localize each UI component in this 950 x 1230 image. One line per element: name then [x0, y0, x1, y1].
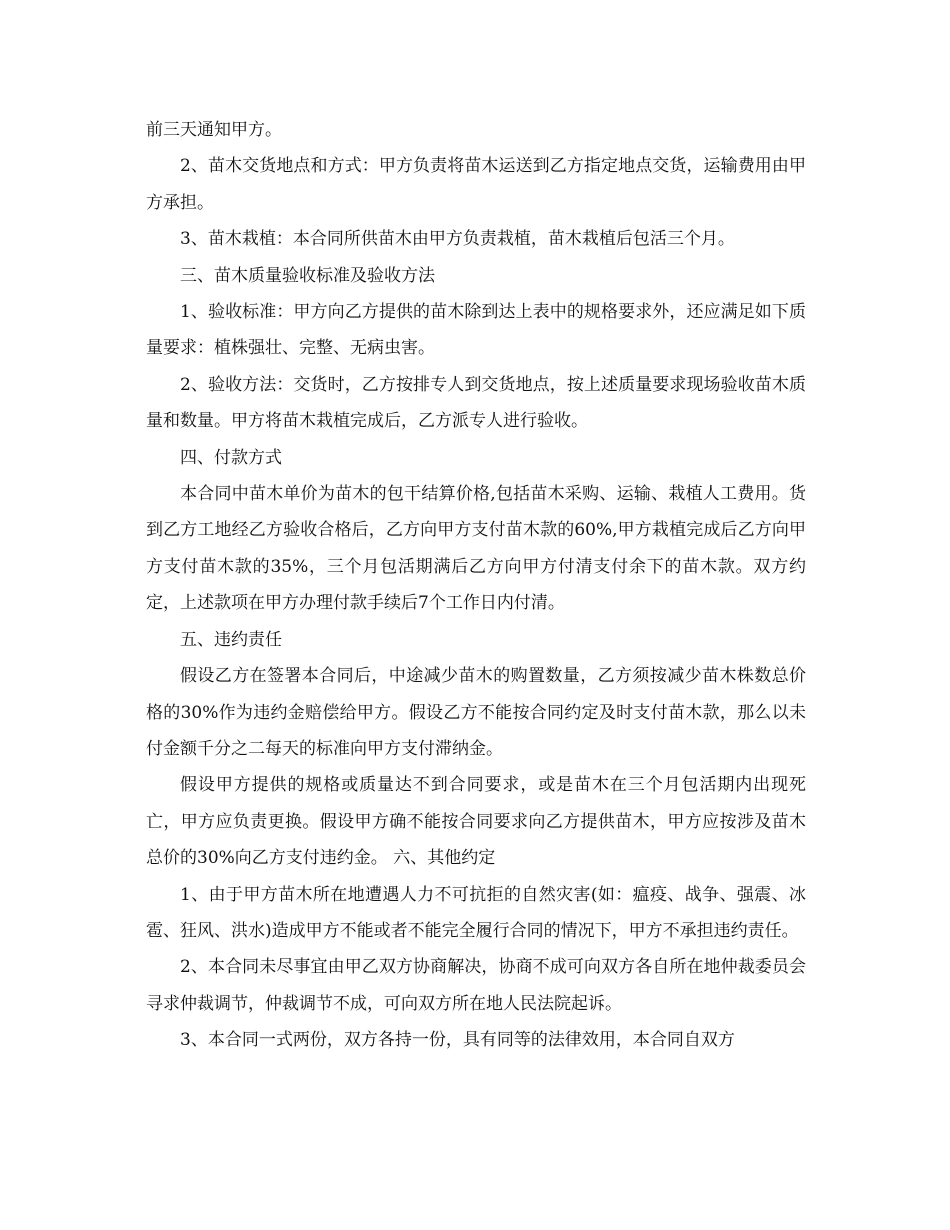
document-body [146, 112, 806, 1059]
paragraph: 假设甲方提供的规格或质量达不到合同要求，或是苗木在三个月包活期内出现死亡，甲方应负责更换。假设甲方确不能按合同要求向乙方提供苗木，甲方应按涉及苗木总价的30%向乙方支付违约金。 六、其他约定 [146, 775, 806, 869]
paragraph: 2、苗木交货地点和方式：甲方负责将苗木运送到乙方指定地点交货，运输费用由甲方承担。 [146, 156, 806, 213]
section-heading: 三、苗木质量验收标准及验收方法 [180, 265, 435, 286]
paragraph: 前三天通知甲方。 [146, 120, 282, 140]
paragraph: 3、本合同一式两份，双方各持一份，具有同等的法律效用，本合同自双方 [180, 1030, 735, 1051]
section-heading: 五、违约责任 [180, 629, 282, 650]
paragraph: 本合同中苗木单价为苗木的包干结算价格,包括苗木采购、运输、栽植人工费用。货到乙方工地经乙方验收合格后，乙方向甲方支付苗木款的60%,甲方栽植完成后乙方向甲方支付苗木款的35%，三个月包活期满后乙方向甲方付清支付余下的苗木款。双方约定，上述款项在甲方办理付款手续后7个工作日内付清。 [146, 484, 806, 614]
paragraph: 1、验收标准：甲方向乙方提供的苗木除到达上表中的规格要求外，还应满足如下质量要求：植株强壮、完整、无病虫害。 [146, 302, 806, 359]
paragraph: 3、苗木栽植：本合同所供苗木由甲方负责栽植，苗木栽植后包活三个月。 [180, 229, 735, 250]
paragraph: 2、验收方法：交货时，乙方按排专人到交货地点，按上述质量要求现场验收苗木质量和数量。甲方将苗木栽植完成后，乙方派专人进行验收。 [146, 374, 806, 432]
paragraph: 2、本合同未尽事宜由甲乙双方协商解决，协商不成可向双方各自所在地仲裁委员会寻求仲裁调节，仲裁调节不成，可向双方所在地人民法院起诉。 [146, 957, 806, 1014]
section-heading: 四、付款方式 [180, 447, 282, 468]
paragraph: 假设乙方在签署本合同后，中途减少苗木的购置数量，乙方须按减少苗木株数总价格的30%作为违约金赔偿给甲方。假设乙方不能按合同约定及时支付苗木款，那么以未付金额千分之二每天的标准向甲方支付滞纳金。 [146, 666, 806, 759]
paragraph: 1、由于甲方苗木所在地遭遇人力不可抗拒的自然灾害(如：瘟疫、战争、强震、冰雹、狂风、洪水)造成甲方不能或者不能完全履行合同的情况下，甲方不承担违约责任。 [146, 884, 806, 941]
